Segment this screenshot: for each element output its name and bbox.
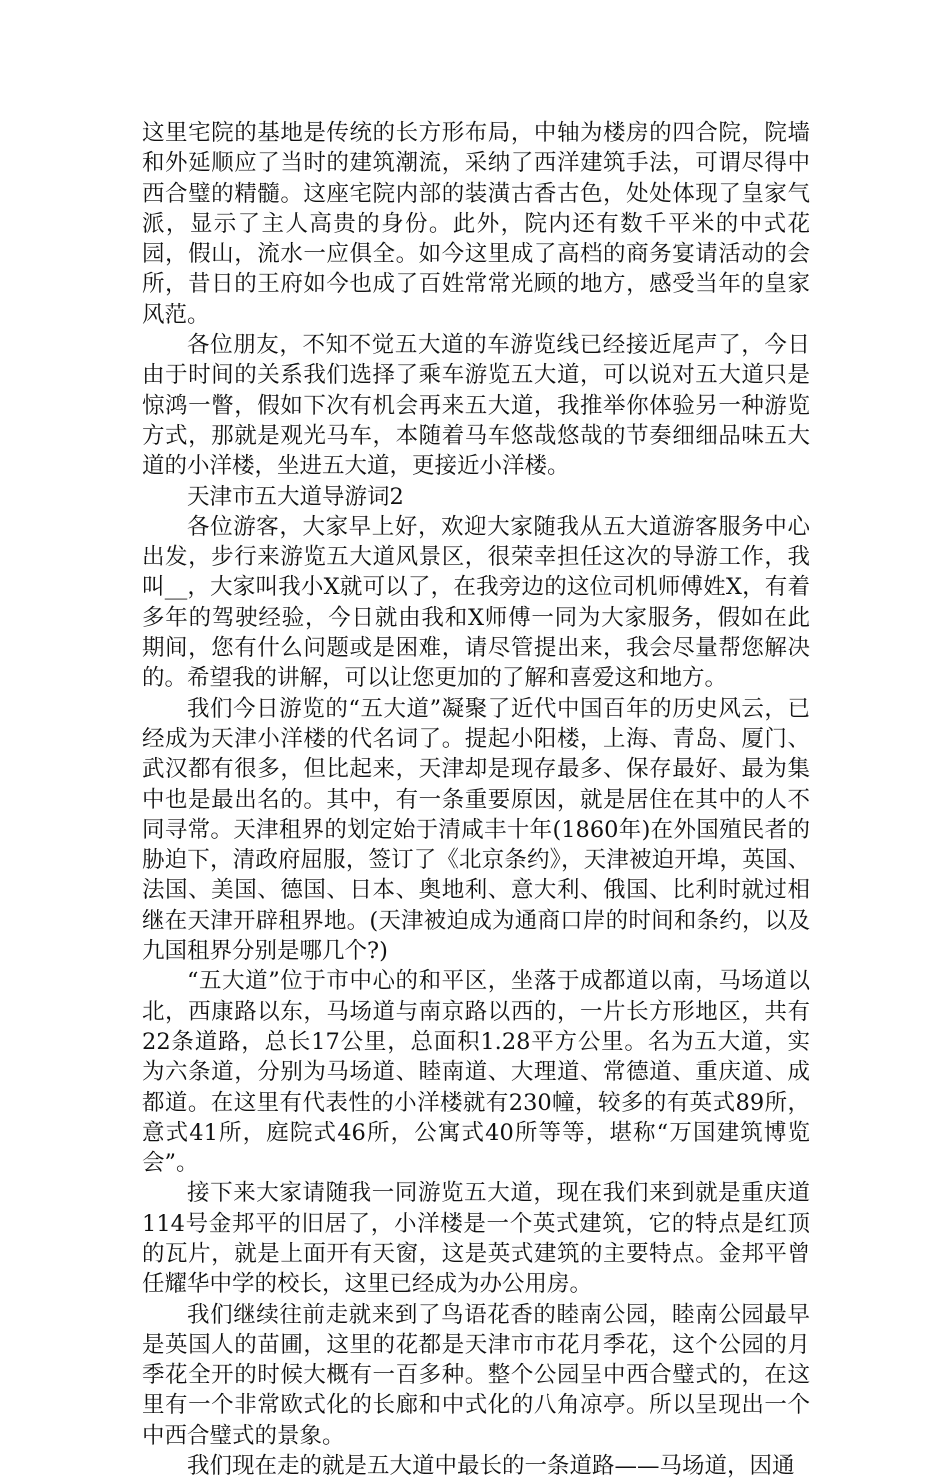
paragraph-3: 各位游客，大家早上好，欢迎大家随我从五大道游客服务中心出发，步行来游览五大道风景区，很荣幸担任这次的导游工作，我叫__，大家叫我小X就可以了，在我旁边的这位司机师傅姓X，有着多年的驾驶经验，今日就由我和X师傅一同为大家服务，假如在此期间，您有什么问题或是困难，请尽管提出来，我会尽量帮您解决的。希望我的讲解，可以让您更加的了解和喜爱这和地方。 <box>142 513 810 692</box>
paragraph-2: 各位朋友，不知不觉五大道的车游览线已经接近尾声了，今日由于时间的关系我们选择了乘车游览五大道，可以说对五大道只是惊鸿一瞥，假如下次有机会再来五大道，我推举你体验另一种游览方式，那就是观光马车，本随着马车悠哉悠哉的节奏细细品味五大道的小洋楼，坐进五大道，更接近小洋楼。 <box>142 332 810 480</box>
paragraph-6: 接下来大家请随我一同游览五大道，现在我们来到就是重庆道114号金邦平的旧居了，小洋楼是一个英式建筑，它的特点是红顶的瓦片，就是上面开有天窗，这是英式建筑的主要特点。金邦平曾任耀华中学的校长，这里已经成为办公用房。 <box>142 1180 810 1298</box>
paragraph-8: 我们现在走的就是五大道中最长的一条道路——马场道，因通 <box>187 1453 795 1480</box>
section-heading: 天津市五大道导游词2 <box>187 483 404 510</box>
paragraph-4: 我们今日游览的“五大道”凝聚了近代中国百年的历史风云，已经成为天津小洋楼的代名词了。提起小阳楼，上海、青岛、厦门、武汉都有很多，但比起来，天津却是现存最多、保存最好、最为集中也是最出名的。其中，有一条重要原因，就是居住在其中的人不同寻常。天津租界的划定始于清咸丰十年(1860年)在外国殖民者的胁迫下，清政府屈服，签订了《北京条约》，天津被迫开埠，英国、法国、美国、德国、日本、奥地利、意大利、俄国、比利时就过相继在天津开辟租界地。(天津被迫成为通商口岸的时间和条约，以及九国租界分别是哪几个?) <box>142 695 810 965</box>
paragraph-7: 我们继续往前走就来到了鸟语花香的睦南公园，睦南公园最早是英国人的苗圃，这里的花都是天津市市花月季花，这个公园的月季花全开的时候大概有一百多种。整个公园呈中西合璧式的，在这里有一个非常欧式化的长廊和中式化的八角凉亭。所以呈现出一个中西合璧式的景象。 <box>142 1301 810 1449</box>
paragraph-1: 这里宅院的基地是传统的长方形布局，中轴为楼房的四合院，院墙和外延顺应了当时的建筑潮流，采纳了西洋建筑手法，可谓尽得中西合璧的精髓。这座宅院内部的装潢古香古色，处处体现了皇家气派，显示了主人高贵的身份。此外，院内还有数千平米的中式花园，假山，流水一应俱全。如今这里成了高档的商务宴请活动的会所，昔日的王府如今也成了百姓常常光顾的地方，感受当年的皇家风范。 <box>142 120 810 328</box>
document-page <box>142 118 810 1481</box>
paragraph-5: “五大道”位于市中心的和平区，坐落于成都道以南，马场道以北，西康路以东，马场道与南京路以西的，一片长方形地区，共有22条道路，总长17公里，总面积1.28平方公里。名为五大道，实为六条道，分别为马场道、睦南道、大理道、常德道、重庆道、成都道。在这里有代表性的小洋楼就有230幢，较多的有英式89所，意式41所，庭院式46所，公寓式40所等等，堪称“万国建筑博览会”。 <box>142 968 810 1177</box>
